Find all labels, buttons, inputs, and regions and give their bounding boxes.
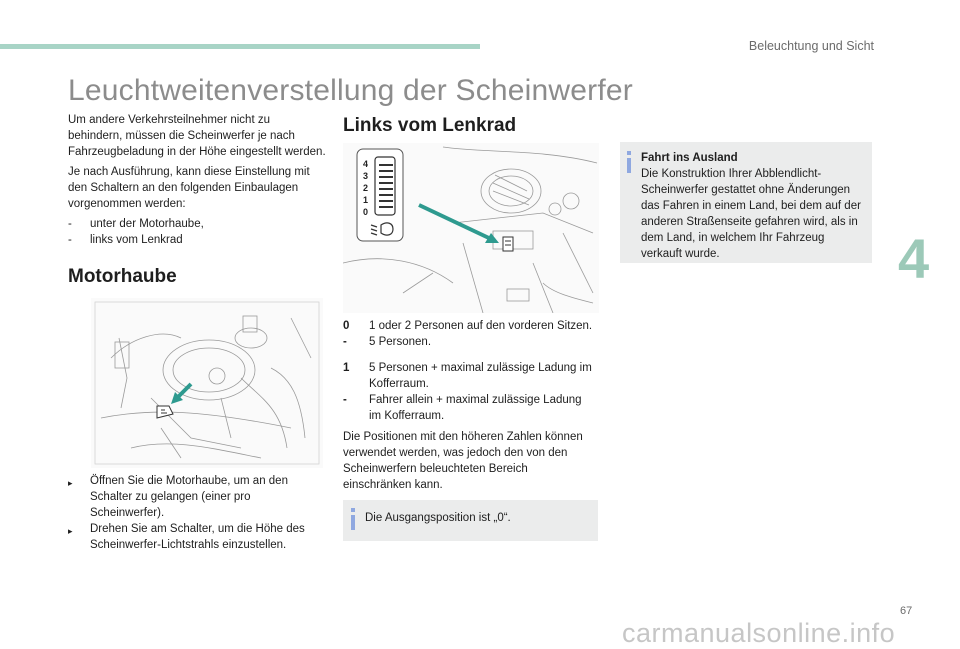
motorhaube-steps — [68, 473, 324, 553]
list-marker: - — [68, 218, 72, 230]
step-item — [68, 473, 324, 521]
engine-bay-drawing — [91, 298, 323, 468]
position-text: 1 oder 2 Personen auf den vorderen Sitzen. — [369, 320, 593, 332]
step-text: Drehen Sie am Schalter, um die Höhe des Scheinwerfer-Lichtstrahls einzustellen. — [90, 523, 305, 551]
switch-label: 2 — [363, 183, 369, 193]
position-text: Fahrer allein + maximal zulässige Ladung im Kofferraum. — [369, 394, 582, 422]
info-icon — [351, 508, 355, 530]
position-marker: - — [343, 336, 347, 348]
intro-paragraph-2: Je nach Ausführung, kann diese Einstellung mit den Schaltern an den folgenden Einbaulagen vorgenommen werden: — [68, 166, 310, 210]
pointer-arrow-icon — [419, 205, 499, 243]
heading-links-vom-lenkrad: Links vom Lenkrad — [343, 115, 517, 136]
dashboard-illustration — [343, 143, 599, 313]
info-text: Die Ausgangsposition ist „0“. — [365, 512, 511, 524]
chapter-number: 4 — [898, 227, 930, 290]
list-item — [68, 216, 326, 232]
section-title: Beleuchtung und Sicht — [748, 39, 874, 53]
positions-paragraph: Die Positionen mit den höheren Zahlen können verwendet werden, was jedoch den von den Scheinwerfern beleuchteten Bereich einschränken kann. — [343, 431, 583, 491]
list-item — [68, 232, 326, 248]
dashboard-switch-icon — [503, 237, 513, 251]
position-text: 5 Personen + maximal zulässige Ladung im Kofferraum. — [369, 362, 592, 390]
positions-section — [343, 318, 595, 493]
bullet-icon: ▸ — [68, 526, 73, 536]
list-marker: - — [68, 234, 72, 246]
position-item — [343, 392, 595, 424]
info-icon — [627, 151, 631, 173]
location-list — [68, 216, 326, 248]
position-item — [343, 318, 595, 334]
position-text: 5 Personen. — [369, 336, 432, 348]
pointer-arrow-icon — [171, 384, 191, 404]
list-item-text: unter der Motorhaube, — [90, 218, 204, 230]
step-item — [68, 521, 324, 553]
step-text: Öffnen Sie die Motorhaube, um an den Schalter zu gelangen (einer pro Scheinwerfer). — [90, 475, 288, 519]
position-marker: - — [343, 394, 347, 406]
bullet-icon: ▸ — [68, 478, 73, 488]
headlight-switch-icon — [157, 406, 173, 418]
intro-paragraph-1: Um andere Verkehrsteilnehmer nicht zu behindern, müssen die Scheinwerfer je nach Fahrzeugbeladung in der Höhe eingestellt werden. — [68, 114, 326, 158]
heading-motorhaube: Motorhaube — [68, 266, 177, 287]
position-item — [343, 360, 595, 392]
engine-bay-illustration — [91, 298, 323, 468]
position-item — [343, 334, 595, 350]
ausland-content — [641, 150, 867, 262]
position-marker: 0 — [343, 320, 350, 332]
ausland-text: Die Konstruktion Ihrer Abblendlicht-Scheinwerfer gestattet ohne Änderungen das Fahren in einem Land, bei dem auf der anderen Straßenseite gefahren wird, als in dem Land, in welchem Ihr Fahrzeug verkauft wurde. — [641, 168, 861, 260]
intro-section — [68, 112, 326, 248]
ausland-title: Fahrt ins Ausland — [641, 152, 738, 164]
switch-label: 3 — [363, 171, 369, 181]
header-accent-bar — [0, 44, 480, 49]
switch-label: 1 — [363, 195, 369, 205]
dashboard-drawing — [343, 143, 599, 313]
info-box-ausland — [620, 142, 872, 263]
switch-label: 4 — [363, 159, 369, 169]
position-marker: 1 — [343, 362, 350, 374]
switch-detail-inset — [357, 149, 403, 241]
switch-label: 0 — [363, 207, 369, 217]
page-title: Leuchtweitenverstellung der Scheinwerfer — [68, 74, 633, 107]
list-item-text: links vom Lenkrad — [90, 234, 183, 246]
watermark: carmanualsonline.info — [622, 618, 896, 648]
page-number: 67 — [900, 605, 913, 617]
info-box-start-position — [343, 500, 598, 541]
